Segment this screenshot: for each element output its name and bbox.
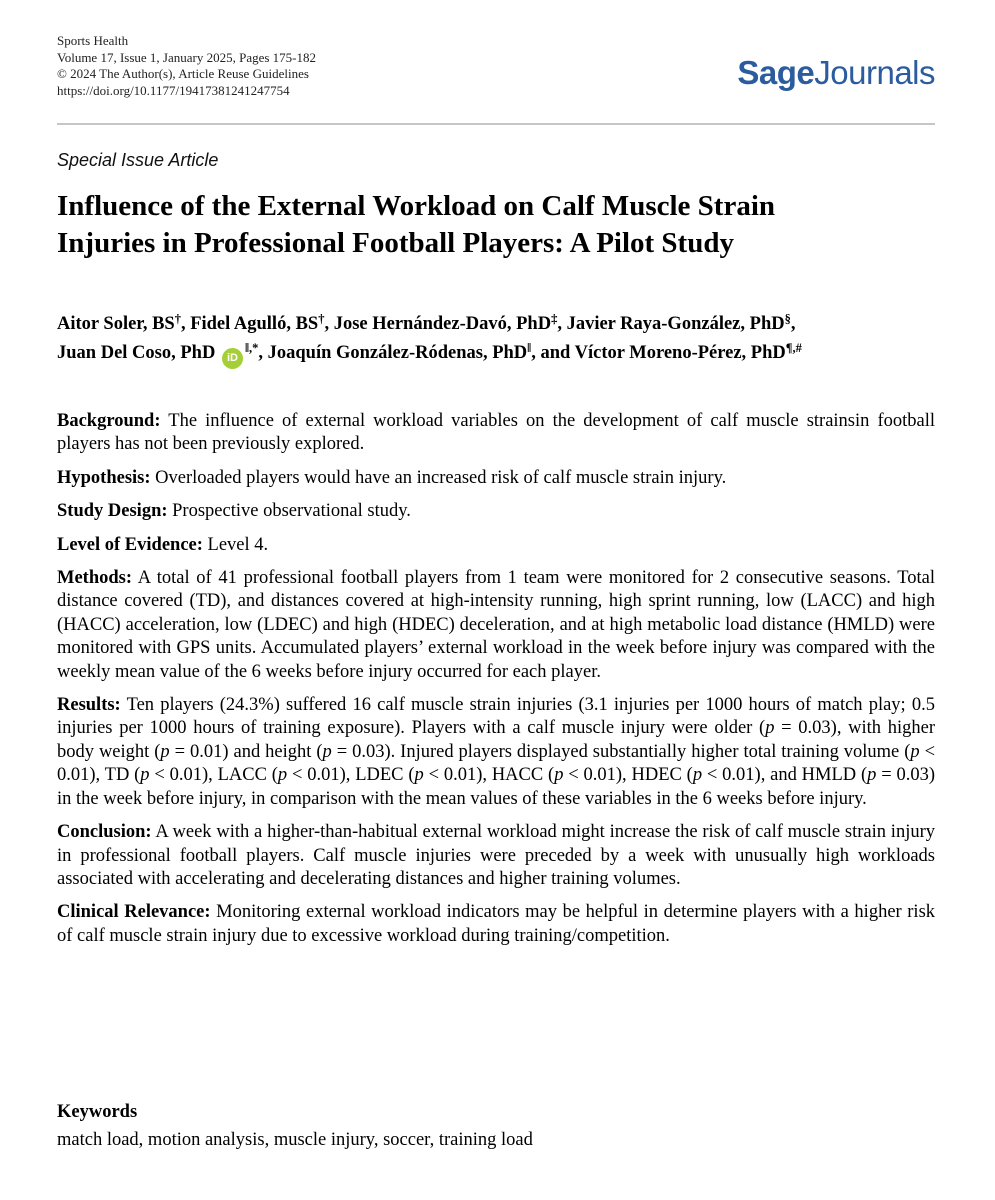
- sage-journals-logo[interactable]: [737, 54, 935, 92]
- author-name[interactable]: Javier Raya-González, PhD: [566, 314, 785, 334]
- results-text: = 0.03), with higher body weight (: [57, 718, 935, 762]
- section-label: Study Design:: [57, 501, 168, 522]
- abstract-level-of-evidence: [57, 534, 935, 557]
- author-affiliation-mark: ‡: [551, 312, 558, 326]
- keywords-heading: Keywords: [57, 1102, 138, 1122]
- section-text: Monitoring external workload indicators may be helpful in determine players with a higher risk of calf muscle strain injury due to excessive workload during training/competition.: [57, 902, 936, 946]
- author-affiliation-mark: ‖,*: [244, 341, 259, 355]
- author-name[interactable]: Fidel Agulló, BS: [190, 314, 319, 334]
- abstract-clinical-relevance: [57, 901, 935, 948]
- results-text: < 0.01), LACC (: [149, 765, 278, 786]
- results-text: < 0.01), and HMLD (: [702, 765, 868, 786]
- abstract-results: [57, 694, 935, 811]
- abstract-conclusion: [57, 821, 935, 891]
- author-name[interactable]: Joaquín González-Ródenas, PhD: [267, 343, 528, 363]
- section-text: Level 4.: [207, 534, 269, 555]
- results-text: < 0.01), LDEC (: [287, 765, 415, 786]
- orcid-icon[interactable]: iD: [222, 348, 243, 369]
- keywords-list: match load, motion analysis, muscle injury, soccer, training load: [57, 1130, 533, 1150]
- results-text: < 0.01), HACC (: [423, 765, 555, 786]
- section-label: Hypothesis:: [57, 467, 151, 488]
- section-label: Clinical Relevance:: [57, 902, 211, 923]
- section-text: Overloaded players would have an increased risk of calf muscle strain injury.: [155, 467, 727, 488]
- journal-meta: [57, 33, 316, 99]
- results-text: = 0.03). Injured players displayed substantially higher total training volume (: [331, 741, 911, 762]
- abstract: [57, 410, 935, 958]
- results-text: < 0.01), HDEC (: [563, 765, 693, 786]
- p-symbol: p: [692, 765, 703, 786]
- article-type: Special Issue Article: [57, 150, 219, 170]
- section-text: Prospective observational study.: [172, 501, 411, 522]
- abstract-methods: [57, 567, 935, 684]
- doi-link[interactable]: https://doi.org/10.1177/19417381241247754: [57, 82, 290, 98]
- author-affiliation-mark: §: [784, 312, 791, 326]
- author-name[interactable]: Juan Del Coso, PhD: [57, 343, 216, 363]
- author-affiliation-mark: ‖: [527, 341, 532, 355]
- logo-light: Journals: [814, 54, 935, 91]
- results-text: = 0.01) and height (: [169, 741, 323, 762]
- logo-bold: Sage: [737, 54, 815, 91]
- author-affiliation-mark: †: [318, 312, 325, 326]
- author-name[interactable]: Jose Hernández-Davó, PhD: [333, 314, 552, 334]
- results-text: Ten players (24.3%) suffered 16 calf muscle strain injuries (3.1 injuries per 1000 hours of match play; 0.5 injuries per 1000 hours of training exposure). Players with a calf muscle injury were older (: [57, 695, 935, 739]
- author-name[interactable]: Aitor Soler, BS: [57, 314, 175, 334]
- journal-name[interactable]: Sports Health: [57, 33, 129, 48]
- p-symbol: p: [277, 765, 288, 786]
- author-name[interactable]: Víctor Moreno-Pérez, PhD: [574, 343, 786, 363]
- abstract-study-design: [57, 500, 935, 523]
- section-label: Level of Evidence:: [57, 534, 203, 555]
- header-divider: [57, 123, 935, 125]
- section-label: Results:: [57, 695, 121, 716]
- results-text: = 0.03) in the week before injury, in comparison with the mean values of these variables in the 6 weeks before injury.: [57, 765, 935, 809]
- p-symbol: p: [322, 741, 332, 762]
- copyright-line[interactable]: © 2024 The Author(s), Article Reuse Guidelines: [57, 66, 309, 81]
- section-text: A total of 41 professional football players from 1 team were monitored for 2 consecutive seasons. Total distance covered (TD), and distances covered at high-intensity running, high sprint running, low (LACC) and high (HACC) acceleration, low (LDEC) and high (HDEC) deceleration, and at high metabolic load distance (HMLD) were monitored with GPS units. Accumulated players’ external workload in the week before injury was compared with the weekly mean value of the 6 weeks before injury occurred for each player.: [57, 568, 936, 682]
- author-list: Aitor Soler, BS†, Fidel Agulló, BS†, Jose Hernández-Davó, PhD‡, Javier Raya-González, PhD§, Juan Del Coso, PhD iD‖,*, Joaquín González-Ródenas, PhD‖, and Víctor Moreno-Pérez, PhD¶,#: [57, 310, 947, 369]
- p-symbol: p: [765, 718, 775, 739]
- title-line-2: Injuries in Professional Football Players: A Pilot Study: [57, 227, 734, 259]
- section-label: Methods:: [57, 568, 133, 589]
- p-symbol: p: [867, 765, 877, 786]
- p-symbol: p: [160, 741, 170, 762]
- section-label: Background:: [57, 411, 161, 431]
- author-affiliation-mark: ¶,#: [785, 341, 802, 355]
- author-affiliation-mark: †: [174, 312, 181, 326]
- section-text: A week with a higher-than-habitual external workload might increase the risk of calf muscle strain injury in professional football players. Calf muscle injuries were preceded by a week with unusually high workloads associated with accelerating and decelerating distances and higher training volumes.: [57, 822, 935, 889]
- section-label: Conclusion:: [57, 822, 152, 843]
- title-line-1: Influence of the External Workload on Calf Muscle Strain: [57, 190, 776, 222]
- article-title: [57, 188, 935, 262]
- abstract-hypothesis: [57, 467, 935, 490]
- p-symbol: p: [910, 741, 920, 762]
- volume-line: Volume 17, Issue 1, January 2025, Pages 175-182: [57, 49, 317, 65]
- section-text: The influence of external workload variables on the development of calf muscle strainsin football players has not been previously explored.: [57, 411, 936, 455]
- p-symbol: p: [414, 765, 424, 786]
- results-text: < 0.01), TD (: [57, 741, 936, 786]
- abstract-background: [57, 410, 935, 457]
- p-symbol: p: [140, 765, 150, 786]
- p-symbol: p: [554, 765, 564, 786]
